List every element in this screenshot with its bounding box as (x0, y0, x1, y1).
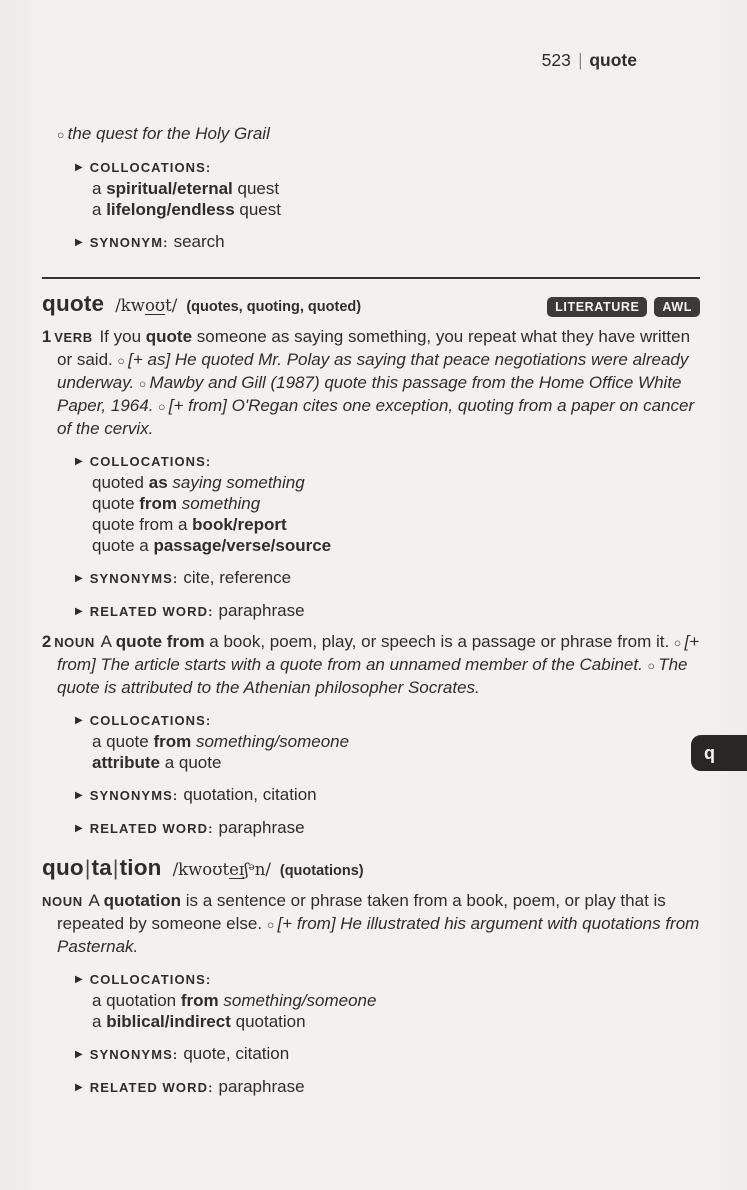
entry-quotation (42, 855, 700, 1098)
pointer-icon: ▶ (75, 1049, 83, 1060)
synonyms-value: quotation, citation (183, 785, 317, 804)
collocation-list (92, 178, 700, 220)
headword: quo|ta|tion (42, 855, 162, 880)
part-of-speech: NOUN (54, 635, 95, 650)
sense-1 (42, 326, 700, 622)
sense-number: 1 (42, 328, 52, 346)
synonyms-value: cite, reference (183, 568, 292, 587)
pointer-icon: ▶ (75, 715, 83, 726)
pronunciation: /kwoʊt/ (115, 296, 178, 315)
collocations-block (75, 710, 700, 773)
synonyms-row (75, 784, 700, 806)
synonyms-value: quote, citation (183, 1044, 290, 1063)
collocation-item: a quotation from something/someone (92, 991, 377, 1010)
word-forms: (quotations) (279, 863, 364, 879)
collocations-label: COLLOCATIONS: (89, 160, 212, 175)
collocations-label: COLLOCATIONS: (89, 713, 212, 728)
guide-word: quote (589, 50, 637, 70)
headword: quote (42, 291, 105, 316)
pointer-icon: ▶ (75, 1082, 83, 1093)
pointer-icon: ▶ (75, 237, 83, 248)
pointer-icon: ▶ (75, 162, 83, 173)
entry-quote (42, 291, 700, 839)
sense-definition (42, 890, 700, 958)
word-forms: (quotes, quoting, quoted) (186, 299, 362, 315)
pointer-icon: ▶ (75, 790, 83, 801)
collocations-block (75, 157, 700, 220)
sense-2 (42, 631, 700, 839)
collocation-list (92, 990, 700, 1032)
collocations-label: COLLOCATIONS: (89, 454, 212, 469)
collocations-block (75, 969, 700, 1032)
related-word-value: paraphrase (218, 601, 305, 620)
synonyms-label: SYNONYMS: (89, 571, 179, 586)
synonym-row (75, 231, 700, 253)
letter-thumb-tab-q (691, 735, 747, 771)
related-word-label: RELATED WORD: (89, 821, 214, 836)
sense-definition (42, 631, 700, 699)
synonyms-label: SYNONYMS: (89, 788, 179, 803)
collocation-item: a spiritual/eternal quest (92, 179, 280, 198)
collocation-item: attribute a quote (92, 753, 222, 772)
awl-badge: AWL (654, 297, 700, 317)
header-separator: | (578, 50, 582, 70)
pointer-icon: ▶ (75, 573, 83, 584)
related-word-label: RELATED WORD: (89, 604, 214, 619)
entry-divider (42, 277, 700, 279)
headword-line (42, 291, 700, 317)
collocation-item: a quote from something/someone (92, 732, 350, 751)
pointer-icon: ▶ (75, 456, 83, 467)
collocation-list (92, 472, 700, 556)
thumb-tab-letter: q (704, 742, 715, 763)
pointer-icon: ▶ (75, 823, 83, 834)
pointer-icon: ▶ (75, 606, 83, 617)
definition-text: A quote from a book, poem, play, or speech is a passage or phrase from it. ○ [+ from] The article starts with a quote from an unnamed member of the Cabinet. ○ The quote is attributed to the Athenian philosopher Socrates. (57, 632, 700, 697)
pronunciation: /kwoʊteɪʃ$^ə$n/ (172, 860, 271, 879)
collocation-list (92, 731, 700, 773)
synonyms-row (75, 567, 700, 589)
collocation-item: a lifelong/endless quest (92, 200, 281, 219)
synonyms-row (75, 1043, 700, 1065)
part-of-speech: NOUN (42, 894, 83, 909)
topic-badge-literature: LITERATURE (547, 297, 647, 317)
collocation-item: quote from something (92, 494, 261, 513)
example-sentence: ○ the quest for the Holy Grail (57, 124, 270, 143)
definition-text: A quotation is a sentence or phrase taken from a book, poem, or play that is repeated by someone else. ○ [+ from] He illustrated his argument with quotations from Pasternak. (57, 891, 700, 956)
synonym-value: search (173, 232, 225, 251)
collocation-item: quoted as saying something (92, 473, 305, 492)
collocation-item: a biblical/indirect quotation (92, 1012, 306, 1031)
collocation-item: quote from a book/report (92, 515, 287, 534)
related-word-row (75, 817, 700, 839)
synonyms-label: SYNONYMS: (89, 1047, 179, 1062)
badge-group (547, 297, 700, 317)
entry-quest-continuation (42, 123, 700, 253)
sense-definition (42, 326, 700, 440)
sense-number: 2 (42, 633, 52, 651)
part-of-speech: VERB (54, 330, 93, 345)
related-word-value: paraphrase (218, 1077, 305, 1096)
definition-text: If you quote someone as saying something, you repeat what they have written or said. ○ [+ as] He quoted Mr. Polay as saying that peace negotiations were already underway. ○ Mawby and Gill (1987) quote this passage from the Home Office White Paper, 1964. ○ [+ from] O'Regan cites one exception, quoting from a paper on cancer of the cervix. (57, 327, 695, 438)
synonym-label: SYNONYM: (89, 235, 169, 250)
collocation-item: quote a passage/verse/source (92, 536, 332, 555)
page-number: 523 (541, 50, 571, 70)
related-word-row (75, 1076, 700, 1098)
pointer-icon: ▶ (75, 974, 83, 985)
sense-quotation (42, 890, 700, 1098)
related-word-row (75, 600, 700, 622)
related-word-value: paraphrase (218, 818, 305, 837)
page-header (42, 50, 700, 71)
related-word-label: RELATED WORD: (89, 1080, 214, 1095)
collocations-label: COLLOCATIONS: (89, 972, 212, 987)
headword-line (42, 855, 700, 881)
collocations-block (75, 451, 700, 556)
